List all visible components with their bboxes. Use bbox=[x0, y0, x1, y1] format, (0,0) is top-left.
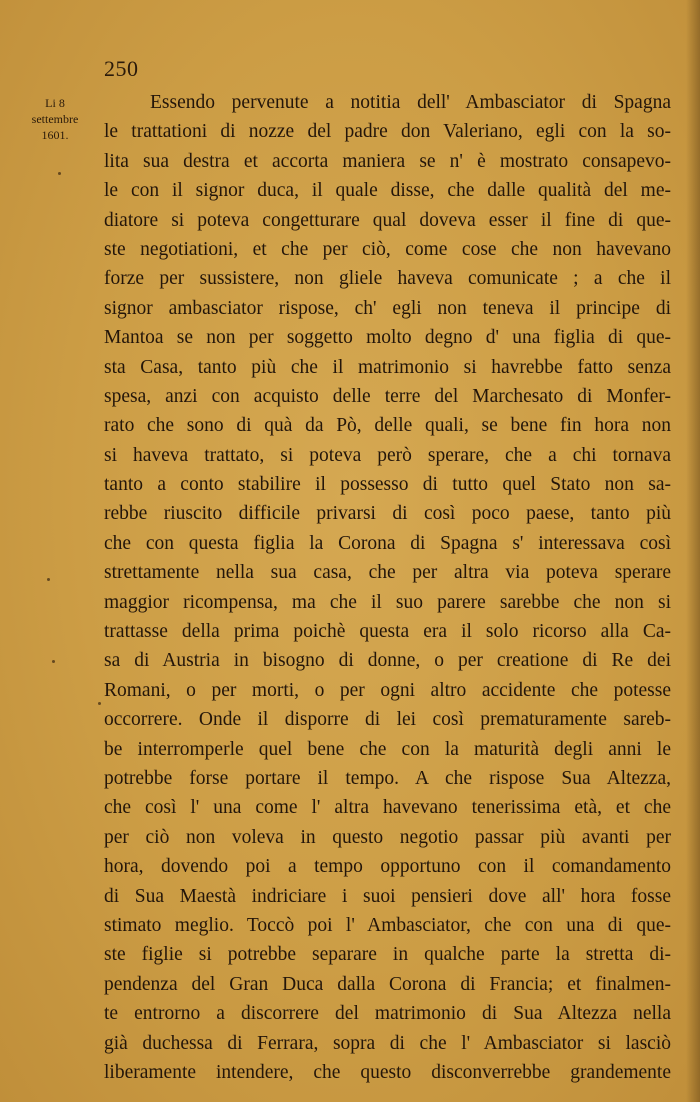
paper-speck bbox=[58, 172, 61, 175]
text-line: signor ambasciator rispose, ch' egli non teneva il principe di bbox=[104, 297, 671, 319]
body-text bbox=[104, 88, 671, 1087]
text-line: maggior ricompensa, ma che il suo parere sarebbe che non si bbox=[104, 591, 671, 613]
text-line: le con il signor duca, il quale disse, che dalle qualità del me- bbox=[104, 180, 671, 202]
text-line: diatore si poteva congetturare qual doveva esser il fine di que- bbox=[104, 209, 671, 231]
text-line: di Sua Maestà indriciare i suoi pensieri dove all' hora fosse bbox=[104, 885, 671, 907]
text-line: te entrorno a discorrere del matrimonio di Sua Altezza nella bbox=[104, 1003, 671, 1025]
text-line: sa di Austria in bisogno di donne, o per creatione di Re dei bbox=[104, 650, 671, 672]
margin-note bbox=[10, 95, 100, 143]
text-line: le trattationi di nozze del padre don Valeriano, egli con la so- bbox=[104, 121, 671, 143]
text-line: Essendo pervenute a notitia dell' Ambasciator di Spagna bbox=[150, 92, 671, 113]
text-line: stimato meglio. Toccò poi l' Ambasciator, che con una di que- bbox=[104, 914, 671, 936]
text-line: rato che sono di quà da Pò, delle quali, se bene fin hora non bbox=[104, 415, 671, 437]
text-line: tanto a conto stabilire il possesso di tutto quel Stato non sa- bbox=[104, 474, 671, 496]
text-line: strettamente nella sua casa, che per altra via poteva sperare bbox=[104, 562, 671, 584]
text-line: trattasse della prima poichè questa era il solo ricorso alla Ca- bbox=[104, 621, 671, 643]
text-line: pendenza del Gran Duca dalla Corona di Francia; et finalmen- bbox=[104, 973, 671, 995]
margin-note-line: settembre bbox=[31, 112, 79, 126]
page-number: 250 bbox=[104, 56, 139, 81]
text-line: hora, dovendo poi a tempo opportuno con il comandamento bbox=[104, 856, 671, 878]
text-line: lita sua destra et accorta maniera se n' è mostrato consapevo- bbox=[104, 150, 671, 172]
text-line: già duchessa di Ferrara, sopra di che l' Ambasciator si lasciò bbox=[104, 1032, 671, 1054]
text-line: spesa, anzi con acquisto delle terre del Marchesato di Monfer- bbox=[104, 385, 671, 407]
text-line: che così l' una come l' altra havevano tenerissima età, et che bbox=[104, 797, 671, 819]
text-line: potrebbe forse portare il tempo. A che rispose Sua Altezza, bbox=[104, 767, 671, 789]
paper-speck bbox=[47, 578, 50, 581]
text-line: si haveva trattato, si poteva però sperare, che a chi tornava bbox=[104, 444, 671, 466]
text-line: ste negotiationi, et che per ciò, come cose che non havevano bbox=[104, 238, 671, 260]
text-line: per ciò non voleva in questo negotio passar più avanti per bbox=[104, 826, 671, 848]
margin-note-line: Li 8 bbox=[45, 96, 65, 110]
margin-note-line: 1601. bbox=[41, 128, 69, 142]
paper-speck bbox=[98, 702, 101, 705]
text-line: Romani, o per morti, o per ogni altro accidente che potesse bbox=[104, 679, 671, 701]
text-line: be interromperle quel bene che con la maturità degli anni le bbox=[104, 738, 671, 760]
text-line: occorrere. Onde il disporre di lei così prematuramente sareb- bbox=[104, 709, 671, 731]
text-line: forze per sussistere, non gliele haveva comunicate ; a che il bbox=[104, 268, 671, 290]
page-edge-shadow bbox=[686, 0, 700, 1102]
text-line: sta Casa, tanto più che il matrimonio si havrebbe fatto senza bbox=[104, 356, 671, 378]
text-line: rebbe riuscito difficile privarsi di così poco paese, tanto più bbox=[104, 503, 671, 525]
text-line: ste figlie si potrebbe separare in qualche parte la stretta di- bbox=[104, 944, 671, 966]
text-line: liberamente intendere, che questo disconverrebbe grandemente bbox=[104, 1061, 671, 1083]
paper-speck bbox=[52, 660, 55, 663]
text-line: Mantoa se non per soggetto molto degno d' una figlia di que- bbox=[104, 327, 671, 349]
text-line: che con questa figlia la Corona di Spagna s' interessava così bbox=[104, 532, 671, 554]
